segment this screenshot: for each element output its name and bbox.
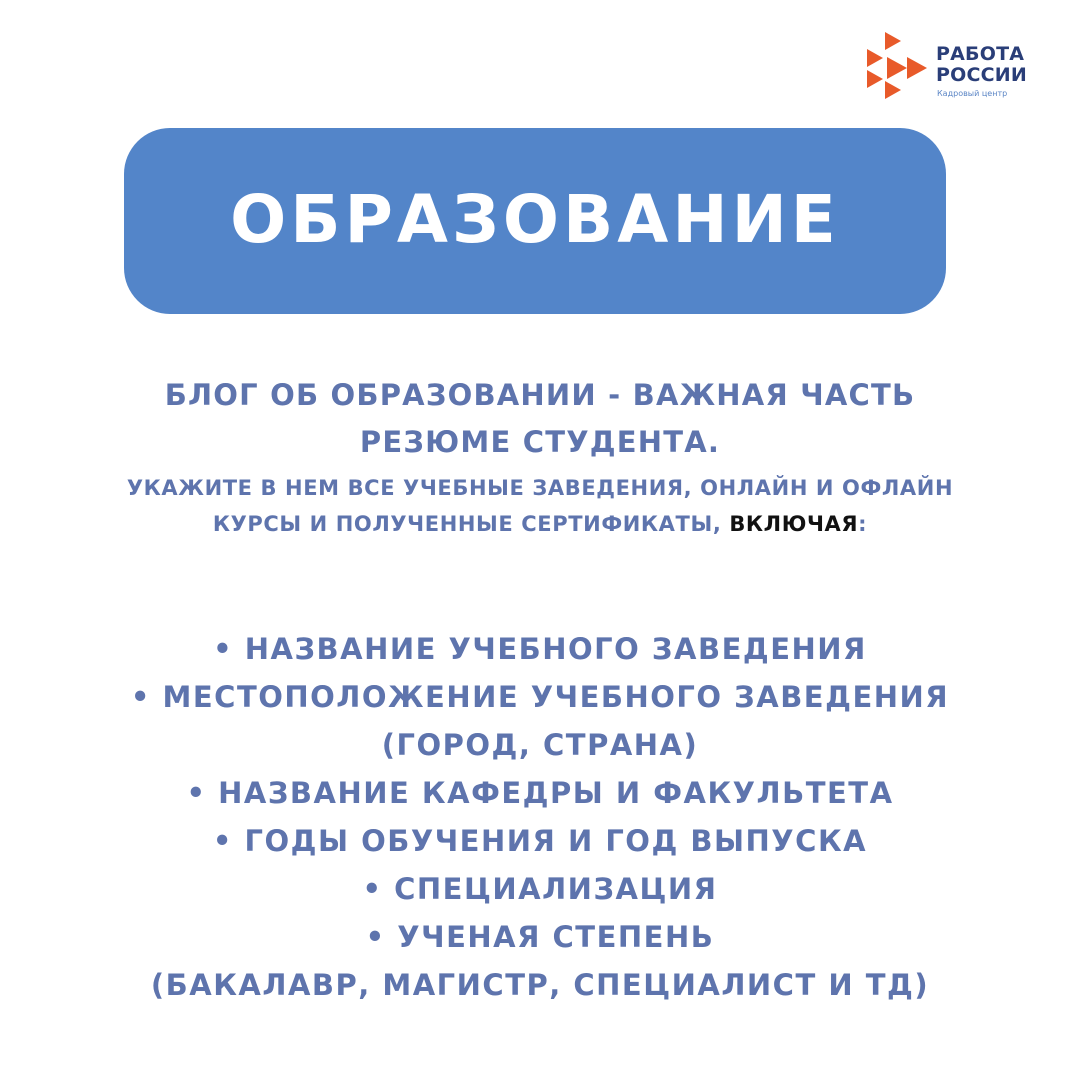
intro-line-2: РЕЗЮМЕ СТУДЕНТА.: [359, 425, 721, 459]
logo: [863, 30, 1043, 102]
logo-text-line1: РАБОТА: [936, 43, 1025, 65]
bullet-item-department: • НАЗВАНИЕ КАФЕДРЫ И ФАКУЛЬТЕТА: [186, 776, 894, 810]
bullet-item-institution-location: • МЕСТОПОЛОЖЕНИЕ УЧЕБНОГО ЗАВЕДЕНИЯ: [130, 680, 950, 714]
bullet-item-degree-note: (БАКАЛАВР, МАГИСТР, СПЕЦИАЛИСТ И ТД): [150, 968, 930, 1002]
title-banner: [124, 128, 946, 314]
intro-details: [0, 470, 1080, 542]
page-title: ОБРАЗОВАНИЕ: [230, 180, 840, 258]
intro-line-1: БЛОГ ОБ ОБРАЗОВАНИИ - ВАЖНАЯ ЧАСТЬ: [164, 378, 916, 412]
bullet-item-specialization: • СПЕЦИАЛИЗАЦИЯ: [362, 872, 718, 906]
intro-line-4-start: КУРСЫ И ПОЛУЧЕННЫЕ СЕРТИФИКАТЫ,: [212, 512, 730, 536]
intro-line-4-end: :: [858, 512, 868, 536]
intro-text: [0, 372, 1080, 542]
intro-line-4: [0, 506, 1080, 542]
logo-text-line2: РОССИИ: [936, 64, 1027, 86]
logo-tagline: Кадровый центр: [937, 89, 1008, 98]
rabota-rossii-logo-icon: [863, 30, 929, 100]
bullet-item-location-note: (ГОРОД, СТРАНА): [381, 728, 699, 762]
intro-line-3: УКАЖИТЕ В НЕМ ВСЕ УЧЕБНЫЕ ЗАВЕДЕНИЯ, ОНЛАЙН И ОФЛАЙН: [126, 476, 954, 500]
bullet-item-degree: • УЧЕНАЯ СТЕПЕНЬ: [365, 920, 715, 954]
intro-highlight-word: ВКЛЮЧАЯ: [729, 512, 859, 536]
bullet-item-institution-name: • НАЗВАНИЕ УЧЕБНОГО ЗАВЕДЕНИЯ: [213, 632, 867, 666]
bullet-item-years: • ГОДЫ ОБУЧЕНИЯ И ГОД ВЫПУСКА: [212, 824, 868, 858]
bullet-list: [0, 625, 1080, 1009]
